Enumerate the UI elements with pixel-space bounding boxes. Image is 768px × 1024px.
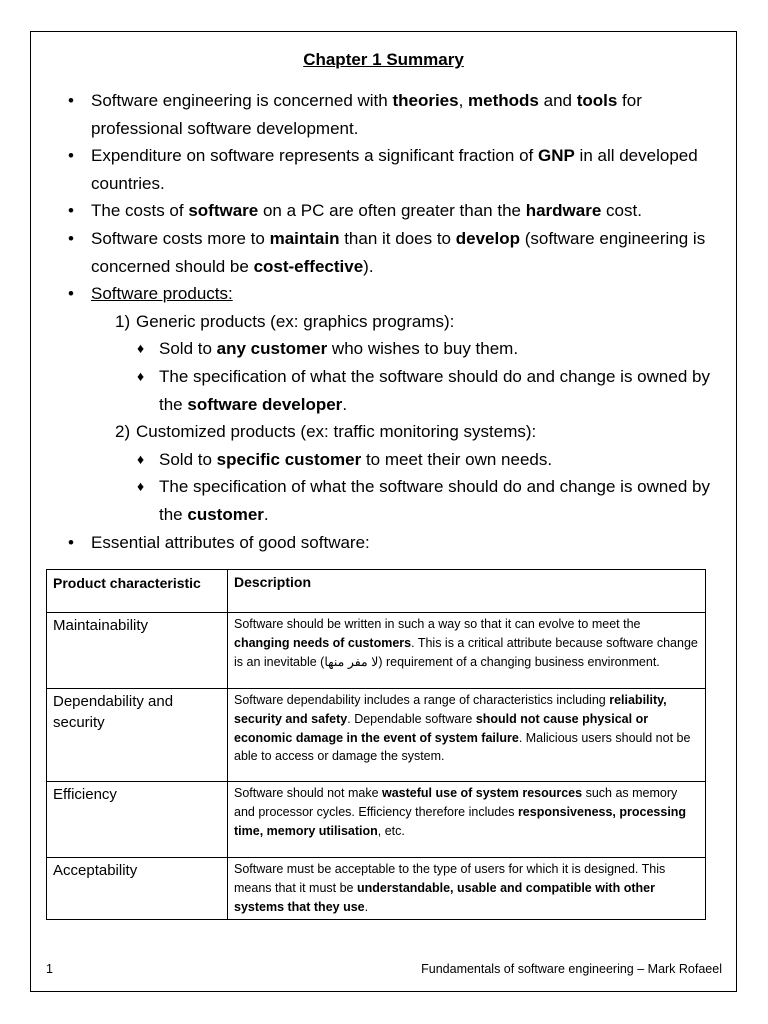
sub-bullet-item: ♦ Sold to any customer who wishes to buy them. — [31, 335, 736, 363]
table-row — [47, 613, 706, 689]
table-header-row — [47, 570, 706, 613]
bullet-marker: • — [68, 228, 74, 248]
table-header-cell: Product characteristic — [47, 570, 228, 613]
diamond-marker: ♦ — [137, 450, 145, 467]
document-page — [30, 31, 737, 992]
summary-list — [31, 87, 736, 556]
bullet-marker: • — [68, 284, 74, 304]
table-cell-description: Software dependability includes a range of characteristics including reliability, security and safety. Dependable software should not cause physical or economic damage in the event of system failure. Malicious users should not be able to access or damage the system. — [228, 689, 706, 782]
diamond-marker: ♦ — [137, 340, 145, 357]
table-header-cell: Description — [228, 570, 706, 613]
table-row — [47, 858, 706, 920]
table-cell-name: Maintainability — [47, 613, 228, 689]
bullet-item: • Essential attributes of good software: — [31, 529, 736, 557]
bullet-marker: • — [68, 91, 74, 110]
diamond-marker: ♦ — [137, 367, 145, 384]
bullet-item: • The costs of software on a PC are often greater than the hardware cost. — [31, 197, 736, 225]
software-products-heading: Software products: — [91, 284, 233, 304]
sub-bullet-item: ♦ The specification of what the software should do and change is owned by the software developer. — [31, 363, 736, 418]
number-marker: 2) — [115, 422, 131, 442]
table-row — [47, 689, 706, 782]
table-cell-name: Acceptability — [47, 858, 228, 920]
table-cell-name: Efficiency — [47, 782, 228, 858]
table-cell-name: Dependability and security — [47, 689, 228, 782]
attributes-table — [46, 569, 706, 920]
page-title: Chapter 1 Summary — [303, 50, 464, 69]
table-cell-description: Software should not make wasteful use of system resources such as memory and processor cycles. Efficiency therefore includes responsiveness, processing time, memory utilisation, etc. — [228, 782, 706, 858]
diamond-marker: ♦ — [137, 478, 145, 495]
sub-bullet-item: ♦ The specification of what the software should do and change is owned by the customer. — [31, 473, 736, 528]
table-cell-description: Software should be written in such a way so that it can evolve to meet the changing needs of customers. This is a critical attribute because software change is an inevitable (لا مفر منها) requirement of a changing business environment. — [228, 613, 706, 689]
numbered-item: 1) Generic products (ex: graphics programs): — [31, 308, 736, 336]
bullet-marker: • — [68, 532, 74, 552]
numbered-item: 2) Customized products (ex: traffic monitoring systems): — [31, 418, 736, 446]
number-marker: 1) — [115, 311, 131, 331]
bullet-item: • Expenditure on software represents a significant fraction of GNP in all developed countries. — [31, 142, 736, 197]
sub-bullet-item: ♦ Sold to specific customer to meet their own needs. — [31, 446, 736, 474]
bullet-item: • Software engineering is concerned with theories, methods and tools for professional software development. — [31, 87, 736, 142]
bullet-item: • Software costs more to maintain than it does to develop (software engineering is concerned should be cost-effective). — [31, 225, 736, 280]
bullet-marker: • — [68, 201, 74, 221]
page-number: 1 — [46, 962, 53, 976]
footer-text: Fundamentals of software engineering – Mark Rofaeel — [421, 962, 722, 976]
table-cell-description: Software must be acceptable to the type of users for which it is designed. This means that it must be understandable, usable and compatible with other systems that they use. — [228, 858, 706, 920]
bullet-item — [31, 280, 736, 308]
bullet-marker: • — [68, 146, 74, 166]
table-row — [47, 782, 706, 858]
